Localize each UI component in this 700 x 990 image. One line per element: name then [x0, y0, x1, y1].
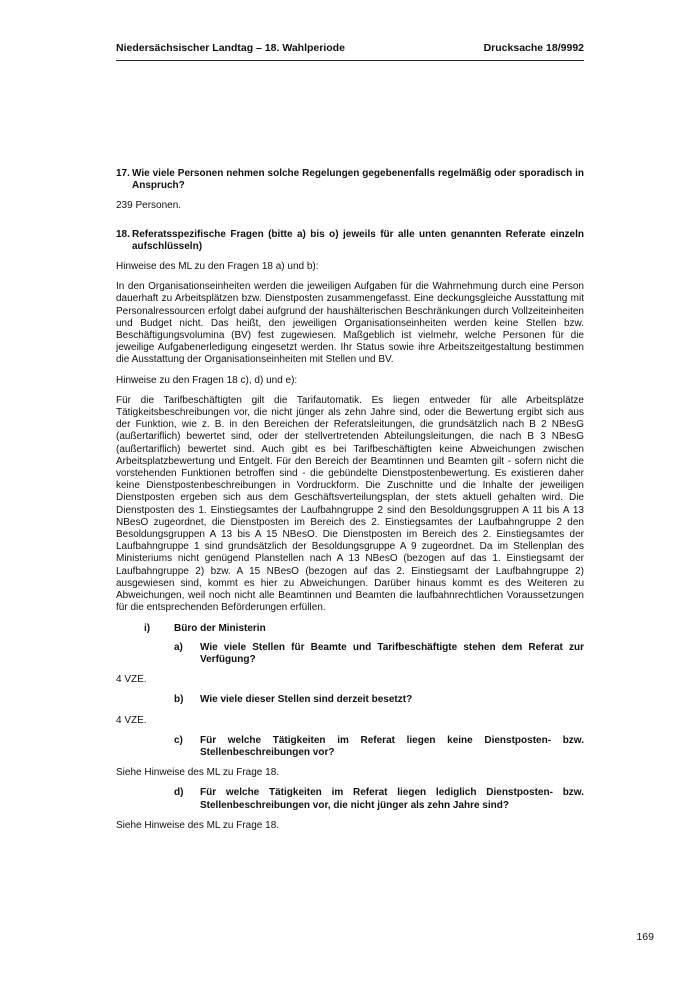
document-body — [116, 168, 584, 840]
subquestion-text: Für welche Tätigkeiten im Referat liegen keine Dienstposten- bzw. Stellenbeschreibungen vor? — [200, 734, 584, 758]
answer-b: 4 VZE. — [116, 714, 147, 726]
subquestion-number: a) — [174, 641, 183, 653]
subquestion-number: c) — [174, 734, 183, 746]
section-title: Büro der Ministerin — [174, 622, 266, 634]
subquestion-a — [116, 642, 584, 666]
hint-2-text: Für die Tarifbeschäftigten gilt die Tarifautomatik. Es liegen entweder für alle Arbeitsplätze Tätigkeitsbeschreibungen vor, die nicht jünger als zehn Jahre sind, oder die Bewertung ergibt sich aus der Funktion, wie z. B. in den Bereichen der Referatsleitungen, die grundsätzlich nach B 2 NBesG (außertariflich) bewertet sind, oder der stellvertretenden Abteilungsleitungen, die nach B 3 NBesG (außertariflich) bewertet sind. Auch gibt es bei Tarifbeschäftigten keine Abweichungen zwischen Arbeitsplatzbewertung und Entgelt. Für den Bereich der Beamtinnen und Beamten gilt - sofern nicht die vorstehenden Funktionen betroffen sind - die gebündelte Dienstpostenbewertung. Es existieren daher keine Dienstpostenbeschreibungen in Vordruckform. Die Zuschnitte und die Inhalte der jeweiligen Dienstposten ergeben sich aus dem Geschäftsverteilungsplan, der stets aktuell gehalten wird. Die Dienstposten des 1. Einstiegsamtes der Laufbahngruppe 2 sind den Besoldungsgruppen A 11 bis A 13 NBesO zugeordnet, die Dienstposten im Bereich des 2. Einstiegsamtes der Laufbahngruppe 2 den Besoldungsgruppen A 13 bis A 15 NBesO. Die Dienstposten im Bereich des 2. Einstiegsamtes der Laufbahngruppe 1 sind grundsätzlich der Besoldungsgruppe A 9 zugeordnet. Da im Stellenplan des Ministeriums nicht genügend Planstellen nach A 13 NBesO (bezogen auf das 1. Einstiegsamt der Laufbahngruppe 2) bzw. A 15 NBesO (bezogen auf das 2. Einstiegsamt der Laufbahngruppe 2) ausgewiesen sind, kommt es hier zu Abweichungen. Darüber hinaus kommt es des Weiteren zu Abweichungen, weil noch nicht alle Beamtinnen und Beamten die laufbahnrechtlichen Voraussetzungen für die entsprechenden Beförderungen erfüllen. — [116, 394, 584, 614]
question-number: 18. — [116, 228, 130, 240]
answer-a: 4 VZE. — [116, 674, 147, 686]
subquestion-text: Wie viele dieser Stellen sind derzeit besetzt? — [200, 694, 413, 706]
subquestion-c — [116, 735, 584, 759]
subquestion-b — [116, 694, 584, 706]
header-publication: Niedersächsischer Landtag – 18. Wahlperiode — [116, 42, 345, 54]
header-document-number: Drucksache 18/9992 — [483, 42, 584, 54]
hint-1-text: In den Organisationseinheiten werden die jeweiligen Aufgaben für die Wahrnehmung durch eine Person dauerhaft zu Arbeitsplätzen bzw. Dienstposten zusammengefasst. Eine deckungsgleiche Ausstattung mit Personalressourcen erfolgt dabei aufgrund der haushälterischen Beschränkungen durch Vollzeiteinheiten und Budget nicht. Das heißt, den jeweiligen Organisationseinheiten werden keine Stellen bzw. Beschäftigungsvolumina (BV) fest zugewiesen. Maßgeblich ist vielmehr, welche Personen für die jeweilige Aufgabenerledigung eingesetzt werden. Ihr Status sowie ihre Arbeitszeitgestaltung bestimmen die Ausstattung der Organisationseinheiten mit Stellen und BV. — [116, 281, 584, 366]
answer-17: 239 Personen. — [116, 200, 182, 212]
question-17 — [116, 168, 584, 192]
hint-1-title: Hinweise des ML zu den Fragen 18 a) und b): — [116, 261, 319, 273]
subquestion-number: b) — [174, 694, 184, 706]
page-header — [116, 40, 584, 61]
answer-c: Siehe Hinweise des ML zu Frage 18. — [116, 767, 280, 779]
hint-2-title: Hinweise zu den Fragen 18 c), d) und e): — [116, 374, 298, 386]
subquestion-text: Für welche Tätigkeiten im Referat liegen lediglich Dienstposten- bzw. Stellenbeschreibungen vor, die nicht jünger als zehn Jahre sind? — [200, 787, 584, 811]
question-number: 17. — [116, 168, 130, 179]
page-number: 169 — [636, 931, 654, 943]
answer-d: Siehe Hinweise des ML zu Frage 18. — [116, 819, 280, 831]
subquestion-text: Wie viele Stellen für Beamte und Tarifbeschäftigte stehen dem Referat zur Verfügung? — [200, 641, 584, 665]
section-i-heading — [116, 623, 584, 635]
subquestion-number: d) — [174, 787, 184, 799]
subquestion-d — [116, 787, 584, 811]
question-text: Wie viele Personen nehmen solche Regelungen gegebenenfalls regelmäßig oder sporadisch in Anspruch? — [132, 168, 584, 192]
question-18 — [116, 229, 584, 253]
question-text: Referatsspezifische Fragen (bitte a) bis o) jeweils für alle unten genannten Referate einzeln aufschlüsseln) — [132, 228, 584, 252]
section-number: i) — [144, 622, 151, 634]
